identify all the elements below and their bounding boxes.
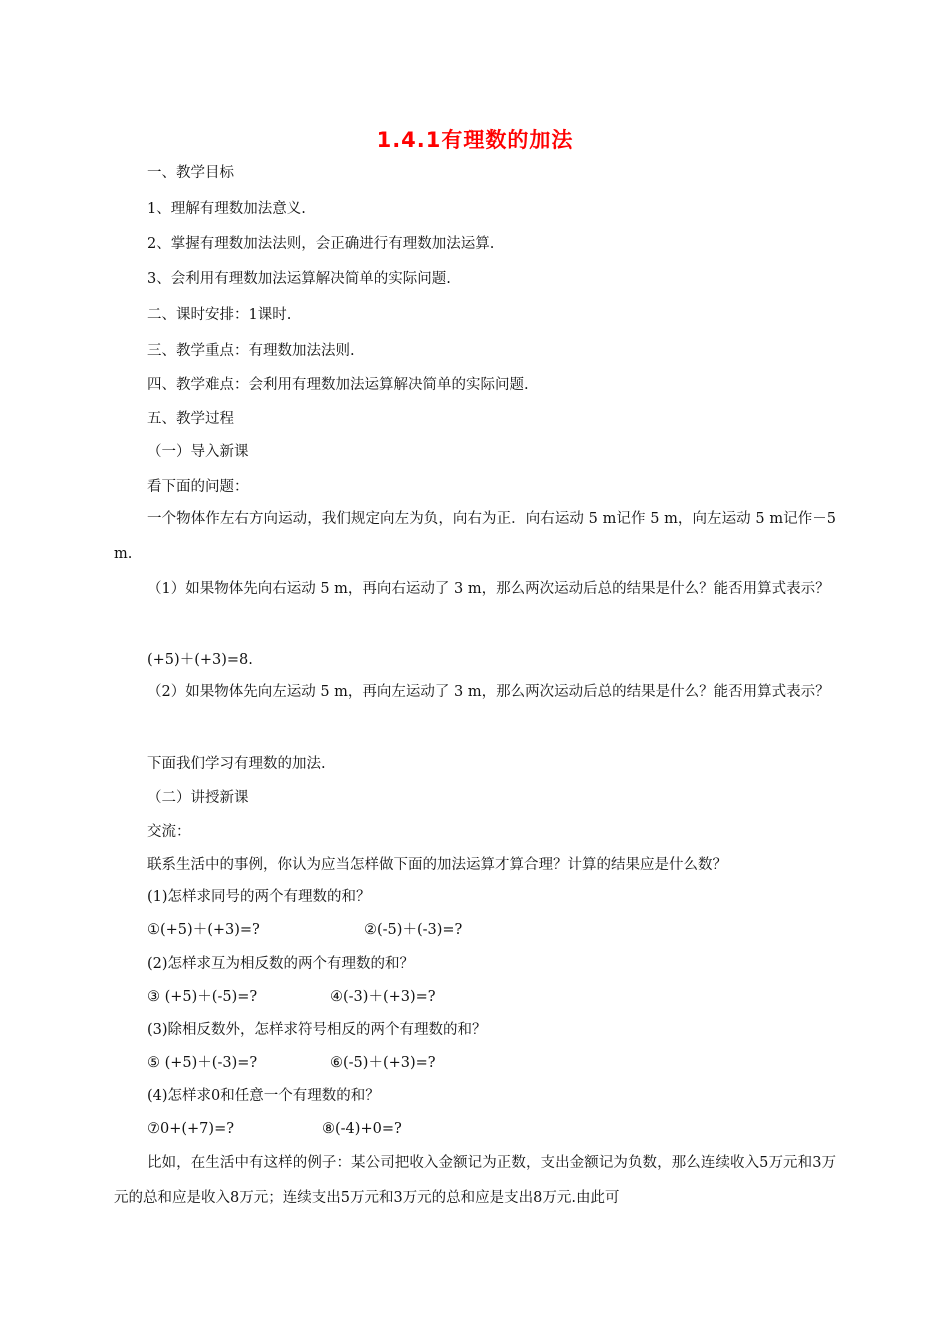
question: （2）如果物体先向左运动 5 m，再向左运动了 3 m，那么两次运动后总的结果是什么？能否用算式表示？ bbox=[147, 684, 830, 700]
subsection-heading: （二）讲授新课 bbox=[147, 790, 249, 806]
paragraph: 比如，在生活中有这样的例子：某公司把收入金额记为正数，支出金额记为负数，那么连续收入5万元和3万元的总和应是收入8万元；连续支出5万元和3万元的总和应是支出8万元.由此可 bbox=[114, 1155, 836, 1206]
section-heading: 三、教学重点：有理数加法法则. bbox=[147, 343, 355, 359]
exercise: ①(+5)＋(+3)=? bbox=[147, 922, 260, 938]
exercise: ⑦0+(+7)=? bbox=[147, 1121, 234, 1137]
goal-item: 1、理解有理数加法意义. bbox=[147, 201, 306, 217]
paragraph: 下面我们学习有理数的加法. bbox=[147, 756, 326, 772]
exercise: ④(-3)＋(+3)=? bbox=[330, 989, 436, 1005]
section-heading: 一、教学目标 bbox=[147, 165, 234, 181]
question: （1）如果物体先向右运动 5 m，再向右运动了 3 m，那么两次运动后总的结果是什么？能否用算式表示？ bbox=[147, 581, 830, 597]
question: (1)怎样求同号的两个有理数的和？ bbox=[147, 889, 371, 905]
paragraph: 看下面的问题： bbox=[147, 479, 249, 495]
exercise: ⑧(-4)+0=? bbox=[322, 1121, 402, 1137]
section-heading: 五、教学过程 bbox=[147, 411, 234, 427]
paragraph: 交流： bbox=[147, 824, 191, 840]
exercise: ③ (+5)＋(-5)=? bbox=[147, 989, 258, 1005]
goal-item: 3、会利用有理数加法运算解决简单的实际问题. bbox=[147, 271, 451, 287]
section-heading: 二、课时安排：1课时. bbox=[147, 307, 292, 323]
paragraph: 联系生活中的事例，你认为应当怎样做下面的加法运算才算合理？计算的结果应是什么数？ bbox=[147, 857, 727, 873]
exercise: ②(-5)＋(-3)=? bbox=[364, 922, 463, 938]
page-title: 1.4.1有理数的加法 bbox=[376, 128, 574, 152]
question: (2)怎样求互为相反数的两个有理数的和？ bbox=[147, 956, 415, 972]
exercise: ⑥(-5)＋(+3)=? bbox=[330, 1055, 436, 1071]
paragraph: 一个物体作左右方向运动，我们规定向左为负，向右为正．向右运动 5 m记作 5 m，向左运动 5 m记作－5 m. bbox=[114, 511, 836, 562]
section-heading: 四、教学难点：会利用有理数加法运算解决简单的实际问题. bbox=[147, 377, 529, 393]
exercise: ⑤ (+5)＋(-3)=? bbox=[147, 1055, 258, 1071]
answer: (+5)＋(+3)=8. bbox=[147, 652, 253, 668]
question: (3)除相反数外，怎样求符号相反的两个有理数的和？ bbox=[147, 1022, 487, 1038]
goal-item: 2、掌握有理数加法法则，会正确进行有理数加法运算. bbox=[147, 236, 495, 252]
subsection-heading: （一）导入新课 bbox=[147, 444, 249, 460]
question: (4)怎样求0和任意一个有理数的和？ bbox=[147, 1088, 380, 1104]
